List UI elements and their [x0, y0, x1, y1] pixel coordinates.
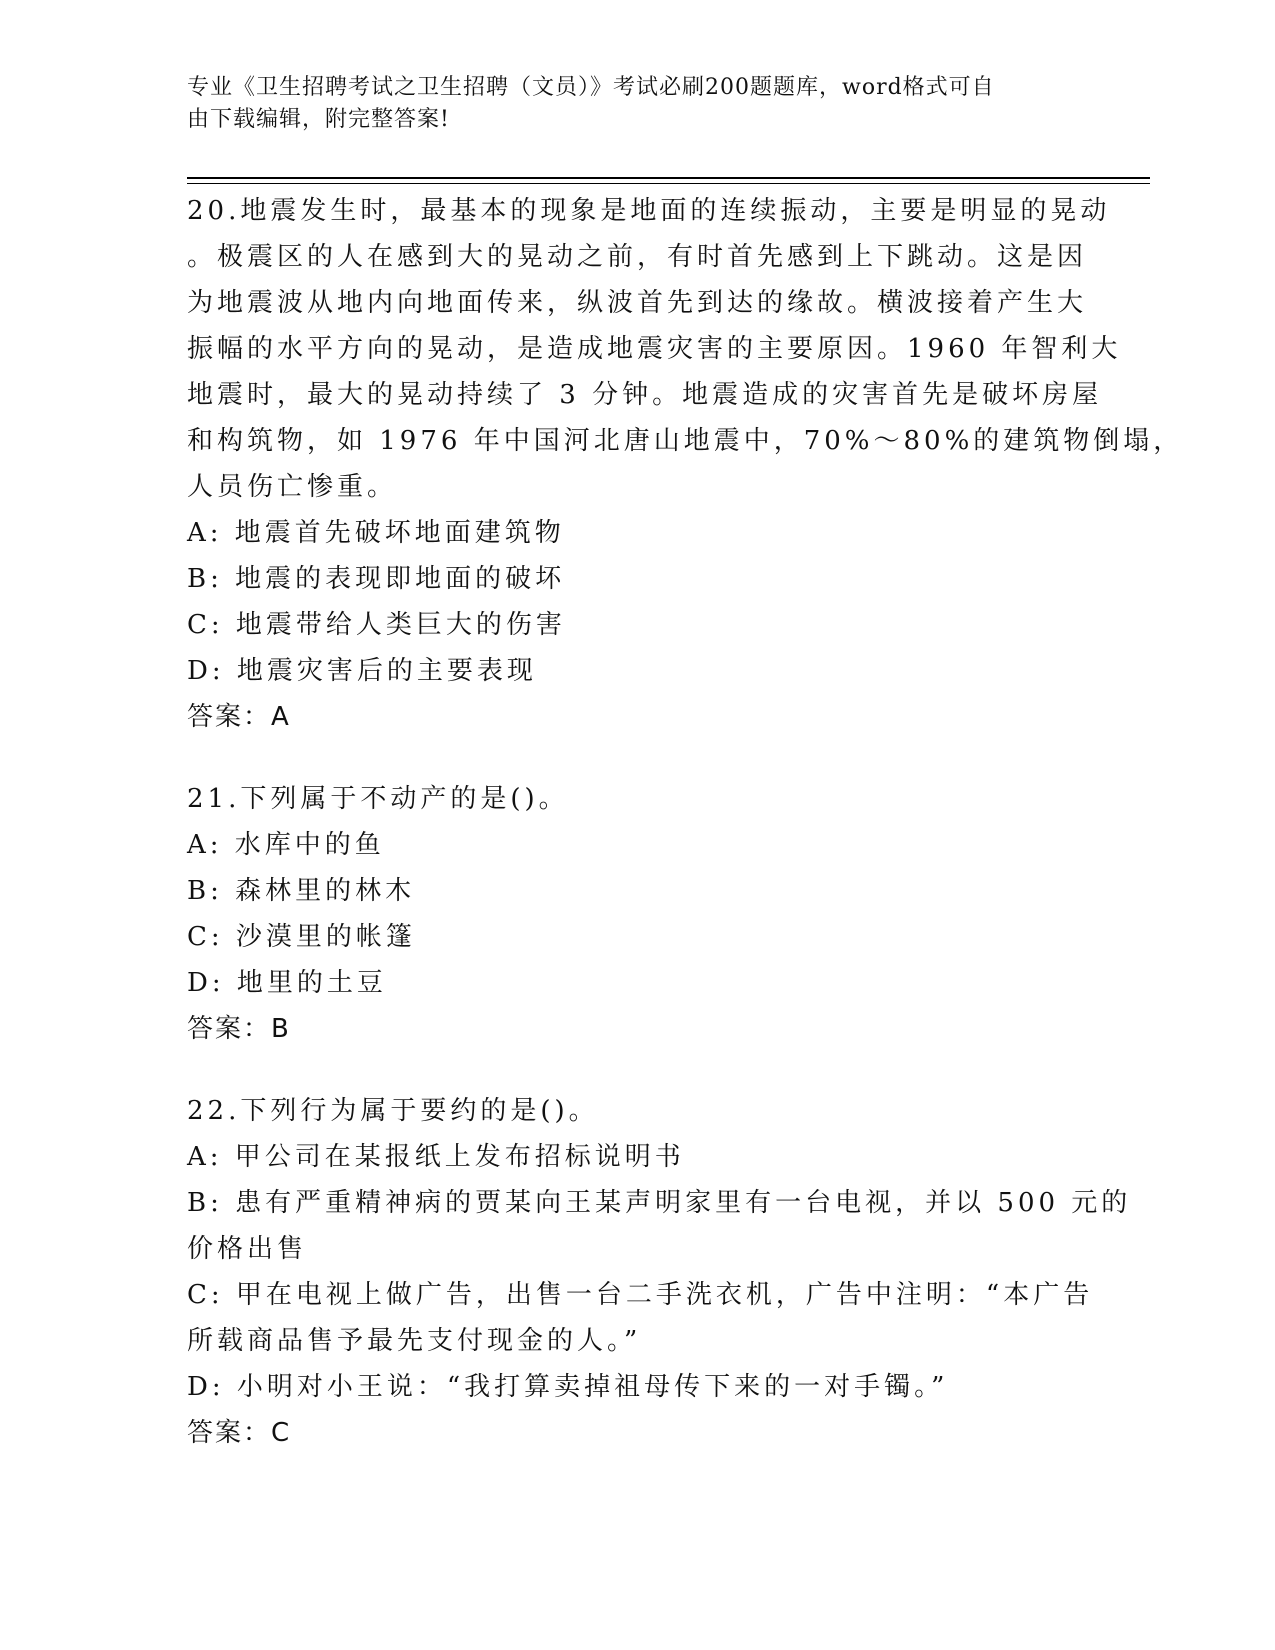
question-21 [187, 776, 1077, 1052]
question-20 [187, 188, 1184, 740]
question-text-line: 人员伤亡惨重。 [187, 472, 398, 502]
question-text-line: 为地震波从地内向地面传来，纵波首先到达的缘故。横波接着产生大 [187, 288, 1088, 318]
header-divider-thin [187, 183, 1150, 184]
option-a: A: 甲公司在某报纸上发布招标说明书 [187, 1142, 685, 1172]
option-b: B: 森林里的林木 [187, 876, 416, 906]
option-d: D: 地里的土豆 [187, 968, 387, 998]
header-line-1: 专业《卫生招聘考试之卫生招聘（文员）》考试必刷200题题库，word格式可自 [187, 75, 995, 100]
header-line-2: 由下载编辑，附完整答案! [187, 107, 450, 132]
option-c: C: 地震带给人类巨大的伤害 [187, 610, 566, 640]
option-c-continued: 所载商品售予最先支付现金的人。” [187, 1326, 642, 1356]
option-b-continued: 价格出售 [187, 1234, 308, 1264]
option-c: C: 甲在电视上做广告，出售一台二手洗衣机，广告中注明：“本广告 [187, 1280, 1094, 1310]
question-22 [187, 1088, 1132, 1456]
header-divider-thick [187, 177, 1150, 179]
option-a: A: 地震首先破坏地面建筑物 [187, 518, 565, 548]
question-text-line: 。极震区的人在感到大的晃动之前，有时首先感到上下跳动。这是因 [187, 242, 1088, 272]
option-b: B: 患有严重精神病的贾某向王某声明家里有一台电视，并以 500 元的 [187, 1188, 1132, 1218]
question-text-line: 22.下列行为属于要约的是()。 [187, 1096, 599, 1126]
document-header [187, 72, 1067, 136]
spacer [187, 1052, 1077, 1088]
spacer [187, 740, 1077, 776]
question-text-line: 地震时，最大的晃动持续了 3 分钟。地震造成的灾害首先是破坏房屋 [187, 380, 1103, 410]
question-list [187, 188, 1184, 1456]
question-text-line: 21.下列属于不动产的是()。 [187, 784, 569, 814]
answer-line: 答案：B [187, 1014, 291, 1044]
option-c: C: 沙漠里的帐篷 [187, 922, 416, 952]
question-text-line: 和构筑物，如 1976 年中国河北唐山地震中，70%～80%的建筑物倒塌， [187, 426, 1184, 456]
option-d: D: 地震灾害后的主要表现 [187, 656, 537, 686]
option-b: B: 地震的表现即地面的破坏 [187, 564, 566, 594]
answer-line: 答案：C [187, 1418, 292, 1448]
option-d: D: 小明对小王说：“我打算卖掉祖母传下来的一对手镯。” [187, 1372, 949, 1402]
answer-line: 答案：A [187, 702, 291, 732]
question-text-line: 振幅的水平方向的晃动，是造成地震灾害的主要原因。1960 年智利大 [187, 334, 1122, 364]
question-text-line: 20.地震发生时，最基本的现象是地面的连续振动，主要是明显的晃动 [187, 196, 1111, 226]
option-a: A: 水库中的鱼 [187, 830, 385, 860]
